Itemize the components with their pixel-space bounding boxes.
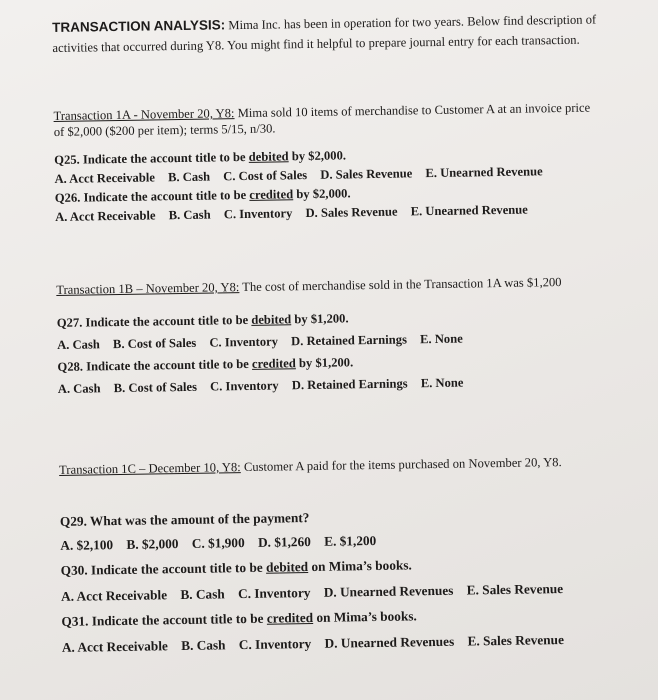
question-31	[61, 605, 606, 630]
question-26-options	[55, 202, 538, 225]
worksheet	[52, 9, 604, 655]
transaction-1b-heading: Transaction 1B – November 20, Y8:	[56, 280, 240, 297]
option-d[interactable]: D. Retained Earnings	[291, 376, 408, 393]
section-title: TRANSACTION ANALYSIS:	[52, 17, 226, 35]
question-text: Indicate the account title to be	[82, 149, 246, 167]
question-keyword: debited	[248, 149, 289, 164]
option-c[interactable]: C. $1,900	[191, 535, 245, 551]
question-number: Q25.	[54, 152, 80, 167]
question-text-end: by $2,000.	[291, 148, 347, 164]
question-text-end: on Mima’s books.	[316, 608, 417, 625]
question-text-end: by $2,000.	[296, 186, 351, 202]
option-e[interactable]: E. None	[419, 331, 463, 347]
transaction-1b-text: The cost of merchandise sold in the Transaction 1A was $1,200	[242, 275, 562, 295]
question-number: Q27.	[56, 315, 83, 330]
question-number: Q28.	[57, 359, 84, 374]
option-c[interactable]: C. Inventory	[209, 378, 279, 394]
question-keyword: credited	[249, 187, 294, 202]
option-a[interactable]: A. Cash	[57, 337, 100, 352]
option-b[interactable]: B. $2,000	[126, 536, 179, 552]
option-d[interactable]: D. Sales Revenue	[305, 204, 398, 221]
option-e[interactable]: E. Unearned Revenue	[410, 202, 528, 219]
option-e[interactable]: E. None	[420, 375, 464, 391]
question-text-end: on Mima’s books.	[311, 557, 412, 574]
option-a[interactable]: A. Cash	[57, 381, 101, 396]
question-text: Indicate the account title to be	[85, 312, 249, 330]
question-30-options	[61, 581, 573, 605]
intro-paragraph	[52, 9, 598, 58]
option-e[interactable]: E. Unearned Revenue	[425, 164, 543, 181]
transaction-1c	[59, 454, 579, 478]
option-a[interactable]: A. Acct Receivable	[61, 638, 168, 655]
option-e[interactable]: E. $1,200	[324, 532, 377, 549]
transaction-1a	[53, 99, 598, 140]
option-d[interactable]: D. Unearned Revenues	[324, 633, 455, 651]
question-28	[57, 351, 602, 375]
option-c[interactable]: C. Inventory	[223, 206, 293, 222]
question-number: Q31.	[61, 613, 89, 629]
option-e[interactable]: E. Sales Revenue	[467, 632, 565, 649]
option-b[interactable]: B. Cost of Sales	[112, 335, 197, 352]
question-29	[60, 505, 605, 530]
question-31-options	[62, 632, 574, 656]
question-keyword: credited	[251, 356, 296, 371]
question-number: Q26.	[54, 190, 81, 205]
question-keyword: debited	[251, 312, 292, 327]
question-29-options	[60, 533, 386, 554]
question-text-end: by $1,200.	[294, 311, 349, 327]
option-b[interactable]: B. Cash	[167, 169, 211, 185]
option-e[interactable]: E. Sales Revenue	[466, 581, 564, 598]
option-b[interactable]: B. Cash	[181, 637, 226, 654]
option-a[interactable]: A. Acct Receivable	[55, 208, 156, 224]
question-number: Q29.	[59, 513, 87, 529]
option-b[interactable]: B. Cash	[168, 207, 211, 223]
option-a[interactable]: A. $2,100	[60, 537, 114, 553]
question-text: Indicate the account title to be	[91, 610, 264, 629]
transaction-1a-heading: Transaction 1A - November 20, Y8:	[53, 106, 235, 123]
transaction-1c-text: Customer A paid for the items purchased on November 20, Y8.	[243, 455, 562, 475]
question-30	[61, 554, 606, 579]
intro-text: Mima Inc. has been in operation for two years. Below find description of activities that occurred during Y8. You might find it helpful to prepare journal entry for each transaction.	[52, 12, 597, 55]
question-text: What was the amount of the payment?	[89, 510, 310, 529]
option-c[interactable]: C. Inventory	[237, 585, 311, 602]
option-d[interactable]: D. Sales Revenue	[320, 166, 413, 182]
option-b[interactable]: B. Cost of Sales	[113, 379, 198, 396]
option-c[interactable]: C. Inventory	[209, 334, 279, 350]
question-keyword: credited	[266, 609, 314, 626]
question-text-end: by $1,200.	[298, 355, 354, 371]
transaction-1a-text: Mima sold 10 items of merchandise to Customer A at an invoice price of $2,000 ($200 per item); terms 5/15, n/30.	[53, 100, 591, 139]
option-c[interactable]: C. Cost of Sales	[223, 168, 308, 184]
transaction-1c-heading: Transaction 1C – December 10, Y8:	[58, 460, 241, 477]
question-27	[57, 307, 602, 331]
question-27-options	[57, 331, 473, 353]
question-text: Indicate the account title to be	[90, 559, 263, 578]
option-a[interactable]: A. Acct Receivable	[60, 587, 168, 604]
transaction-1b	[56, 273, 601, 298]
question-text: Indicate the account title to be	[83, 187, 247, 205]
question-keyword: debited	[265, 559, 309, 575]
option-a[interactable]: A. Acct Receivable	[54, 170, 156, 186]
option-d[interactable]: D. Retained Earnings	[291, 332, 408, 349]
option-d[interactable]: D. $1,260	[257, 534, 311, 550]
question-text: Indicate the account title to be	[86, 356, 249, 374]
option-b[interactable]: B. Cash	[180, 586, 225, 603]
question-28-options	[58, 375, 474, 397]
option-d[interactable]: D. Unearned Revenues	[323, 582, 454, 600]
question-number: Q30.	[60, 562, 88, 578]
option-c[interactable]: C. Inventory	[238, 636, 312, 653]
